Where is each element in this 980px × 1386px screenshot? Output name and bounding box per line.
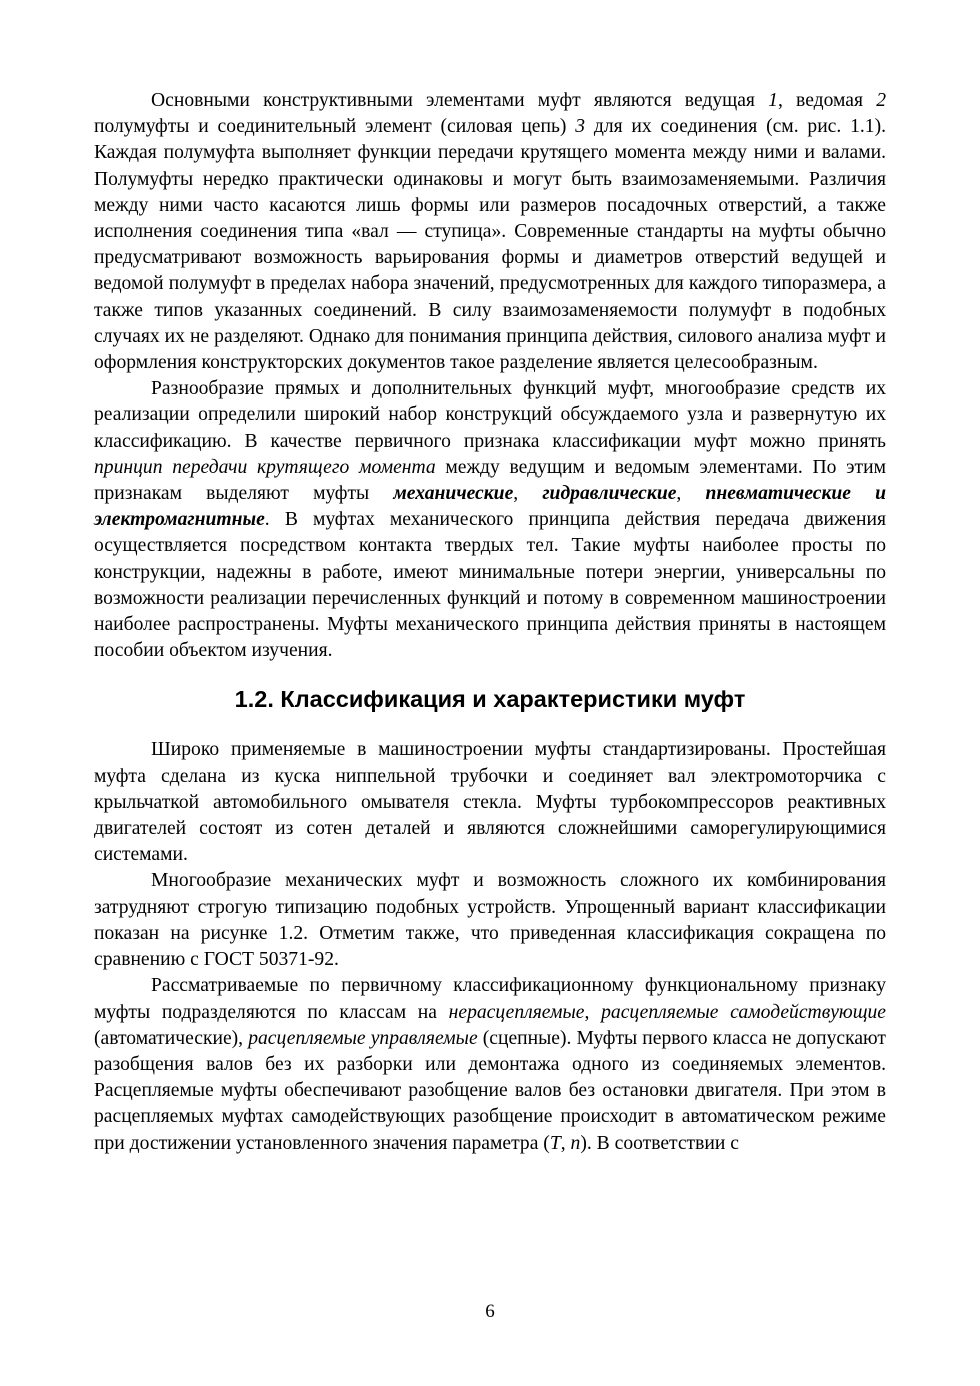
paragraph-coupling-elements: Основными конструктивными элементами муфт являются ведущая 1, ведомая 2 полумуфты и соединительный элемент (силовая цепь) 3 для их соединения (см. рис. 1.1). Каждая полумуфта выполняет функции передачи крутящего момента между ними и валами. Полумуфты нередко практически одинаковы и могут быть взаимозаменяемыми. Различия между ними часто касаются лишь формы или размеров посадочных отверстий, а также исполнения соединения типа «вал — ступица». Современные стандарты на муфты обычно предусматривают возможность варьирования формы и диаметров отверстий ведущей и ведомой полумуфт в пределах набора значений, предусмотренных для каждого типоразмера, а также типов указанных соединений. В силу взаимозаменяемости полумуфт в подобных случаях их не разделяют. Однако для понимания принципа действия, силового анализа муфт и оформления конструкторских документов такое разделение является целесообразным. — [94, 90, 886, 374]
page-number: 6 — [485, 1301, 495, 1322]
paragraph-classification-figure: Многообразие механических муфт и возможность сложного их комбинирования затрудняют строгую типизацию подобных устройств. Упрощенный вариант классификации показан на рисунке 1.2. Отметим также, что приведенная классификация сокращена по сравнению с ГОСТ 50371-92. — [94, 870, 886, 971]
page-body — [94, 88, 886, 1157]
section-heading: 1.2. Классификация и характеристики муфт — [234, 686, 746, 713]
paragraph-coupling-classes: Рассматриваемые по первичному классификационному функциональному признаку муфты подразделяются по классам на нерасцепляемые, расцепляемые самодействующие (автоматические), расцепляемые управляемые (сцепные). Муфты первого класса не допускают разобщения валов без их разборки или демонтажа одного из соединяемых элементов. Расцепляемые муфты обеспечивают разобщение валов без остановки двигателя. При этом в расцепляемых муфтах самодействующих разобщение происходит в автоматическом режиме при достижении установленного значения параметра (T, n). В соответствии с — [94, 975, 887, 1154]
paragraph-standardized-couplings: Широко применяемые в машиностроении муфты стандартизированы. Простейшая муфта сделана из куска ниппельной трубочки и соединяет вал электромоторчика с крыльчаткой автомобильного омывателя стекла. Муфты турбокомпрессоров реактивных двигателей состоят из сотен деталей и являются сложнейшими саморегулирующимися системами. — [94, 739, 886, 866]
paragraph-classification-principle: Разнообразие прямых и дополнительных функций муфт, многообразие средств их реализации определили широкий набор конструкций обсуждаемого узла и развернутую их классификацию. В качестве первичного признака классификации муфт можно принять принцип передачи крутящего момента между ведущим и ведомым элементами. По этим признакам выделяют муфты механические, гидравлические, пневматические и электромагнитные. В муфтах механического принципа действия передача движения осуществляется посредством контакта твердых тел. Такие муфты наиболее просты по конструкции, надежны в работе, имеют минимальные потери энергии, универсальны по возможности реализации перечисленных функций и потому в современном машиностроении наиболее распространены. Муфты механического принципа действия приняты в настоящем пособии объектом изучения. — [94, 378, 887, 662]
